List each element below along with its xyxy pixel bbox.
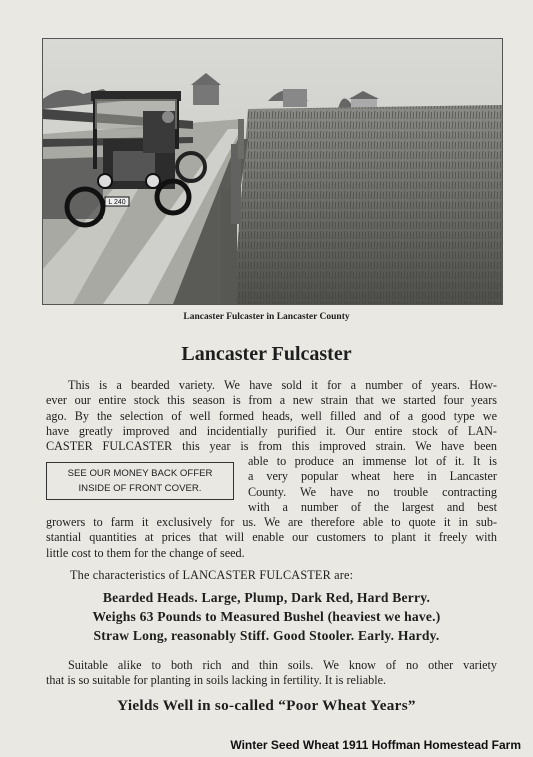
notice-line: INSIDE OF FRONT COVER.	[78, 483, 202, 494]
photo-caption: Lancaster Fulcaster in Lancaster County	[183, 312, 350, 322]
feature-line: Straw Long, reasonably Stiff. Good Stooler. Early. Hardy.	[93, 628, 440, 643]
photo-illustration	[43, 39, 502, 304]
soil-paragraph	[46, 658, 497, 689]
intro-line: have greatly improved and incidentially purified it. Our entire stock of LAN-	[46, 423, 497, 438]
feature-line: Bearded Heads. Large, Plump, Dark Red, Hard Berry.	[102, 590, 431, 605]
intro-line: This is a bearded variety. We have sold it for a number of years. How-	[68, 378, 497, 392]
intro-line: ago. By the selection of well formed heads, well filled and of a good type we	[46, 408, 497, 423]
slogan: Yields Well in so-called “Poor Wheat Years”	[117, 697, 416, 714]
source-watermark: Winter Seed Wheat 1911 Hoffman Homestead Farm	[230, 738, 521, 752]
wheat-field-photo	[42, 38, 503, 305]
intro-line: ever our entire stock this season is from a new strain that we started four years	[46, 393, 497, 408]
wrap-line: able to produce an immense lot of it. It is	[248, 454, 497, 468]
soil-line: Suitable alike to both rich and thin soils. We know of no other variety	[68, 658, 497, 672]
wrap-line: a very popular wheat here in Lancaster	[248, 469, 497, 484]
intro-line: CASTER FULCASTER this year is from this improved strain. We have been	[46, 439, 497, 454]
intro-paragraph	[46, 378, 497, 454]
characteristics-intro: The characteristics of LANCASTER FULCASTER are:	[70, 568, 354, 582]
feature-line: Weighs 63 Pounds to Measured Bushel (heaviest we have.)	[92, 609, 441, 624]
article-title: Lancaster Fulcaster	[181, 343, 352, 365]
tail-line: little cost to them for the change of seed.	[46, 545, 245, 560]
money-back-notice	[46, 462, 234, 500]
wrap-line: with a number of the largest and best	[248, 499, 497, 514]
notice-line: SEE OUR MONEY BACK OFFER	[67, 468, 213, 479]
soil-line: that is so suitable for planting in soils lacking in fertility. It is reliable.	[46, 673, 387, 688]
wrap-paragraph	[248, 454, 497, 515]
tail-paragraph	[46, 515, 497, 561]
license-plate: L 240	[108, 199, 126, 206]
wrap-line: County. We have no trouble contracting	[248, 484, 497, 499]
tail-line: stantial quantities at prices that will enable our customers to plant it freely with	[46, 530, 497, 545]
tail-line: growers to farm it exclusively for us. We are therefore able to quote it in sub-	[46, 515, 497, 529]
